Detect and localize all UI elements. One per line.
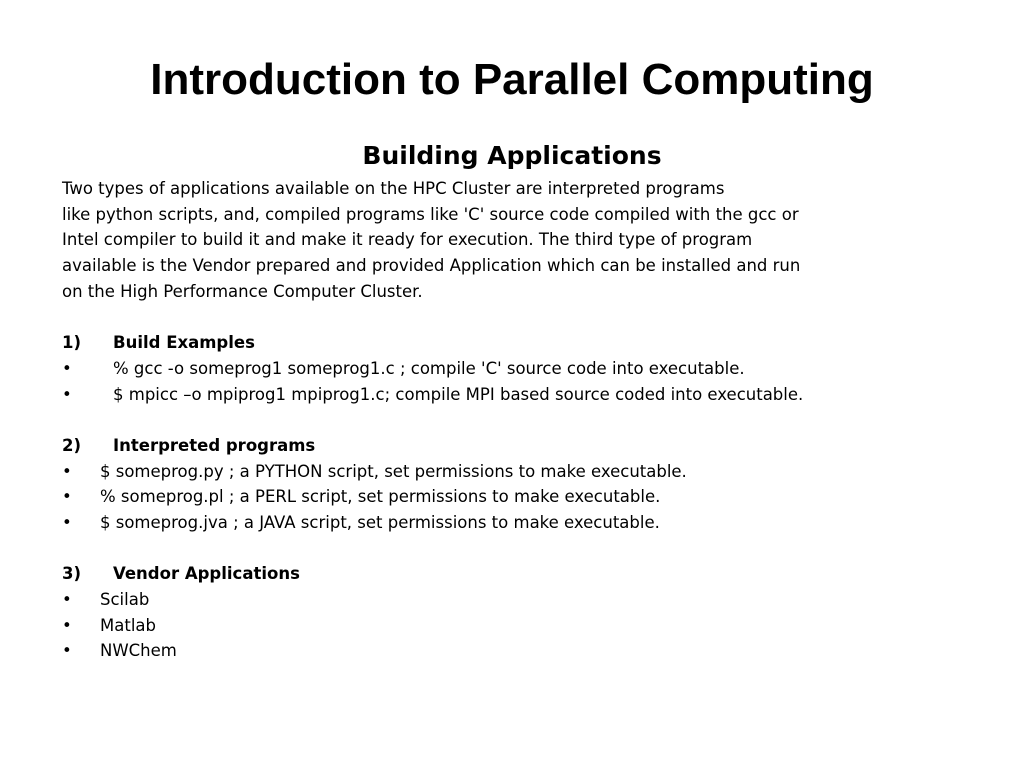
section-heading — [62, 433, 962, 459]
bullet-icon: • — [62, 590, 72, 609]
list-item — [62, 484, 962, 510]
bullet-icon: • — [62, 487, 72, 507]
section-heading-text: Build Examples — [113, 333, 255, 353]
intro-paragraph — [62, 176, 962, 304]
slide-subtitle: Building Applications — [362, 141, 662, 170]
list-item — [62, 356, 962, 382]
list-item-text: $ someprog.py ; a PYTHON script, set permissions to make executable. — [100, 461, 687, 481]
list-item — [62, 638, 962, 664]
intro-line: Two types of applications available on the HPC Cluster are interpreted programs — [62, 179, 725, 198]
bullet-icon: • — [62, 384, 72, 404]
list-item-text: Matlab — [100, 615, 156, 635]
section-interpreted-programs — [62, 433, 962, 536]
list-item — [62, 510, 962, 536]
spacer — [62, 536, 962, 562]
intro-line: available is the Vendor prepared and provided Application which can be installed and run — [62, 256, 801, 276]
spacer — [62, 407, 962, 433]
list-item-text: NWChem — [100, 641, 177, 661]
section-heading-text: Interpreted programs — [113, 435, 316, 455]
list-item-text: Scilab — [100, 590, 150, 609]
list-item — [62, 382, 962, 408]
slide-body — [62, 176, 962, 664]
bullet-icon: • — [62, 512, 72, 532]
section-number: 2) — [62, 435, 82, 455]
list-item-text: $ mpicc –o mpiprog1 mpiprog1.c; compile MPI based source coded into executable. — [113, 384, 804, 404]
intro-line: on the High Performance Computer Cluster. — [62, 281, 423, 301]
section-heading-text: Vendor Applications — [113, 564, 300, 584]
section-heading — [62, 330, 962, 356]
list-item — [62, 613, 962, 639]
list-item — [62, 459, 962, 485]
bullet-icon: • — [62, 461, 72, 481]
bullet-icon: • — [62, 615, 72, 635]
slide-title: Introduction to Parallel Computing — [150, 55, 874, 104]
section-build-examples — [62, 330, 962, 407]
list-item — [62, 587, 962, 613]
spacer — [62, 304, 962, 330]
list-item-text: $ someprog.jva ; a JAVA script, set permissions to make executable. — [100, 512, 660, 532]
section-vendor-applications — [62, 561, 962, 664]
bullet-icon: • — [62, 641, 72, 661]
section-number: 1) — [62, 333, 82, 353]
list-item-text: % gcc -o someprog1 someprog1.c ; compile 'C' source code into executable. — [113, 358, 745, 378]
intro-line: like python scripts, and, compiled programs like 'C' source code compiled with the gcc or — [62, 204, 799, 224]
section-number: 3) — [62, 564, 82, 584]
list-item-text: % someprog.pl ; a PERL script, set permissions to make executable. — [100, 487, 661, 507]
bullet-icon: • — [62, 358, 72, 378]
intro-line: Intel compiler to build it and make it ready for execution. The third type of program — [62, 230, 753, 250]
section-heading — [62, 561, 962, 587]
